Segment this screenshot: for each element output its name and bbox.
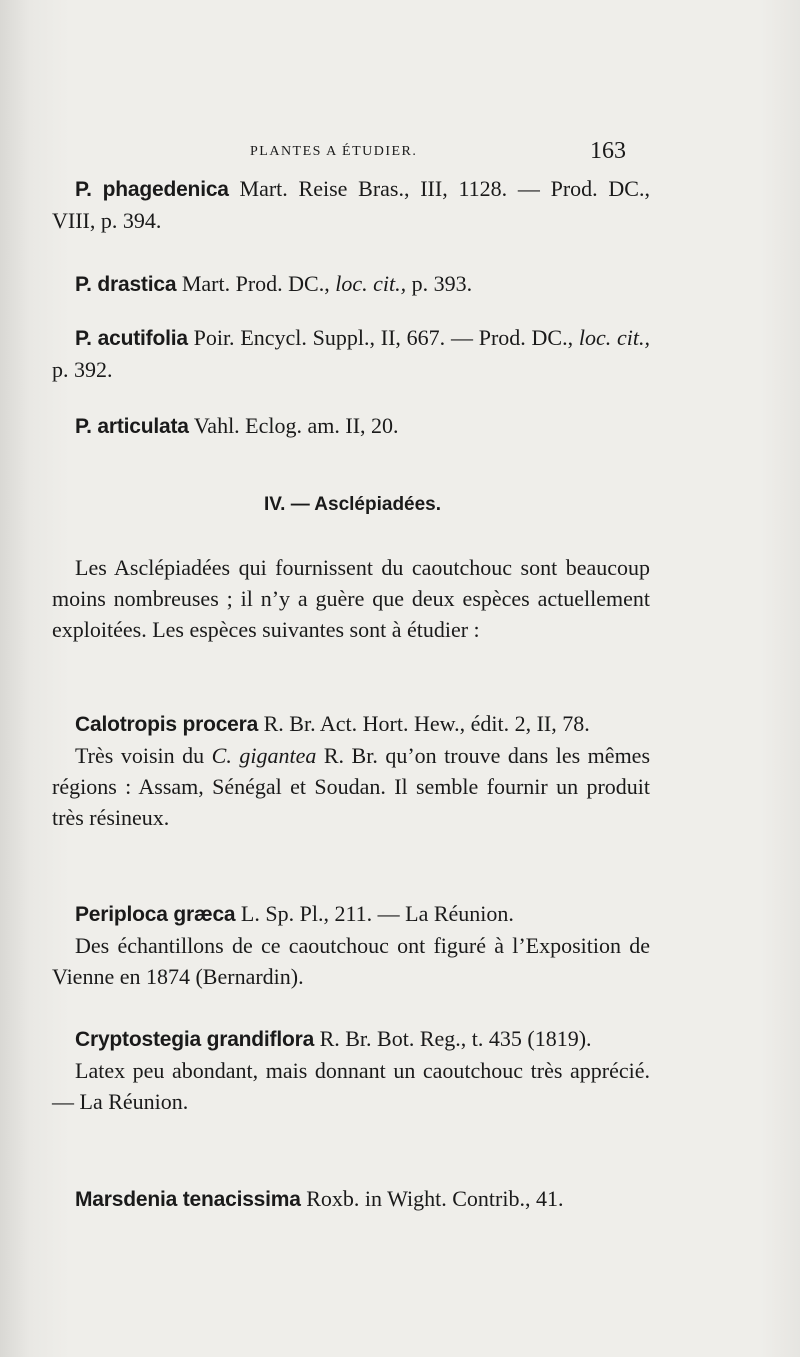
- section-heading: IV. — Asclépiadées.: [263, 494, 442, 515]
- citation: Poir. Encycl. Suppl., II, 667. — Prod. DC.,: [187, 325, 579, 350]
- description-italic: C. gigantea: [211, 743, 317, 768]
- entry-marsdenia: [52, 1183, 650, 1215]
- citation: R. Br. Bot. Reg., t. 435 (1819).: [314, 1026, 592, 1051]
- running-title: PLANTES A ÉTUDIER.: [250, 144, 418, 159]
- citation: Mart. Reise Bras., III, 1128. — Prod. DC., VIII, p. 394.: [52, 176, 650, 233]
- species-name: Calotropis procera: [75, 713, 259, 736]
- citation: Vahl. Eclog. am. II, 20.: [188, 413, 399, 438]
- species-name: Marsdenia tenacissima: [75, 1188, 301, 1211]
- entry-cryptostegia: [52, 1023, 650, 1117]
- description: Très voisin du: [75, 743, 212, 768]
- species-name: Periploca græca: [75, 903, 236, 926]
- citation: Roxb. in Wight. Contrib., 41.: [300, 1186, 564, 1211]
- species-name: P. acutifolia: [75, 327, 188, 350]
- citation-italic: loc. cit.,: [335, 271, 407, 296]
- entry-periploca: [52, 898, 650, 992]
- citation: L. Sp. Pl., 211. — La Réunion.: [235, 901, 514, 926]
- entry-phagedenica: [52, 173, 650, 236]
- page-header: [0, 138, 800, 168]
- species-name: Cryptostegia grandiflora: [75, 1028, 315, 1051]
- page-number: 163: [590, 138, 626, 164]
- species-name: P. drastica: [75, 273, 177, 296]
- citation: p. 392.: [52, 357, 113, 382]
- citation: R. Br. Act. Hort. Hew., édit. 2, II, 78.: [258, 711, 590, 736]
- species-name: P. articulata: [75, 415, 189, 438]
- entry-acutifolia: [52, 322, 650, 385]
- description: Latex peu abondant, mais donnant un caoutchouc très apprécié. — La Réunion.: [52, 1058, 650, 1114]
- citation-italic: loc. cit.,: [578, 325, 650, 350]
- entry-drastica: [52, 268, 650, 300]
- entry-calotropis: [52, 708, 650, 833]
- species-name: P. phagedenica: [75, 178, 229, 201]
- description: Des échantillons de ce caoutchouc ont figuré à l’Exposition de Vienne en 1874 (Bernardin).: [52, 933, 650, 989]
- entry-articulata: [52, 410, 650, 442]
- citation: p. 393.: [406, 271, 473, 296]
- description: R. Br. qu’on trouve dans les mêmes régions : Assam, Sénégal et Soudan. Il semble fournir un produit très résineux.: [52, 743, 651, 830]
- citation: Mart. Prod. DC.,: [176, 271, 336, 296]
- section-intro: Les Asclépiadées qui fournissent du caoutchouc sont beaucoup moins nombreuses ; il n’y a guère que deux espèces actuellement exploitées. Les espèces suivantes sont à étudier :: [52, 555, 650, 642]
